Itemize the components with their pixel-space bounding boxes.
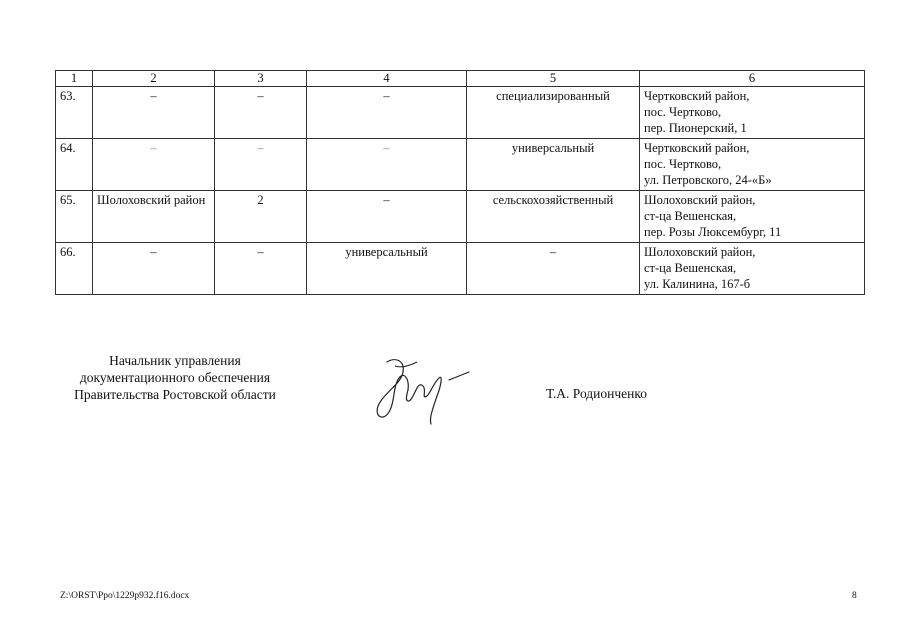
table-cell: 2 [215, 191, 307, 243]
address-line: пос. Чертково, [644, 157, 722, 171]
address-cell [640, 87, 865, 139]
table-cell: – [215, 243, 307, 295]
table-row [56, 191, 865, 243]
table-cell: – [307, 87, 467, 139]
address-cell [640, 191, 865, 243]
row-number: 65. [56, 191, 93, 243]
column-header: 3 [215, 71, 307, 87]
signatory-name: Т.А. Родионченко [546, 386, 647, 401]
table-cell: – [307, 139, 467, 191]
address-line: ст-ца Вешенская, [644, 209, 737, 223]
table-cell: – [93, 243, 215, 295]
page-number: 8 [852, 591, 857, 601]
table-cell: – [93, 139, 215, 191]
position-line: Правительства Ростовской области [74, 387, 276, 402]
address-line: Шолоховский район, [644, 245, 756, 259]
table-cell: – [215, 139, 307, 191]
address-line: Чертковский район, [644, 141, 750, 155]
handwritten-signature [365, 352, 480, 432]
data-table [55, 70, 865, 295]
position-line: документационного обеспечения [79, 370, 271, 385]
table-row [56, 243, 865, 295]
address-line: пер. Розы Люксембург, 11 [644, 225, 782, 239]
table-row [56, 139, 865, 191]
table-cell: сельскохозяйственный [467, 191, 640, 243]
address-line: пос. Чертково, [644, 105, 722, 119]
column-header: 2 [93, 71, 215, 87]
file-path: Z:\ORST\Ppo\1229p932.f16.docx [60, 591, 190, 601]
address-line: пер. Пионерский, 1 [644, 121, 747, 135]
table-row [56, 87, 865, 139]
table-cell: – [215, 87, 307, 139]
address-line: ст-ца Вешенская, [644, 261, 737, 275]
table-cell: – [467, 243, 640, 295]
table-cell: Шолоховский район [93, 191, 215, 243]
column-header: 1 [56, 71, 93, 87]
address-line: ул. Калинина, 167-б [644, 277, 751, 291]
signatory-position [45, 352, 305, 403]
address-line: Чертковский район, [644, 89, 750, 103]
table-cell: специализированный [467, 87, 640, 139]
table-cell: – [93, 87, 215, 139]
column-header: 4 [307, 71, 467, 87]
table-cell: универсальный [467, 139, 640, 191]
row-number: 64. [56, 139, 93, 191]
table-header-row [56, 71, 865, 87]
position-line: Начальник управления [109, 353, 241, 368]
address-cell [640, 243, 865, 295]
column-header: 5 [467, 71, 640, 87]
table-cell: универсальный [307, 243, 467, 295]
row-number: 63. [56, 87, 93, 139]
address-cell [640, 139, 865, 191]
address-line: Шолоховский район, [644, 193, 756, 207]
table-cell: – [307, 191, 467, 243]
row-number: 66. [56, 243, 93, 295]
address-line: ул. Петровского, 24-«Б» [644, 173, 772, 187]
column-header: 6 [640, 71, 865, 87]
